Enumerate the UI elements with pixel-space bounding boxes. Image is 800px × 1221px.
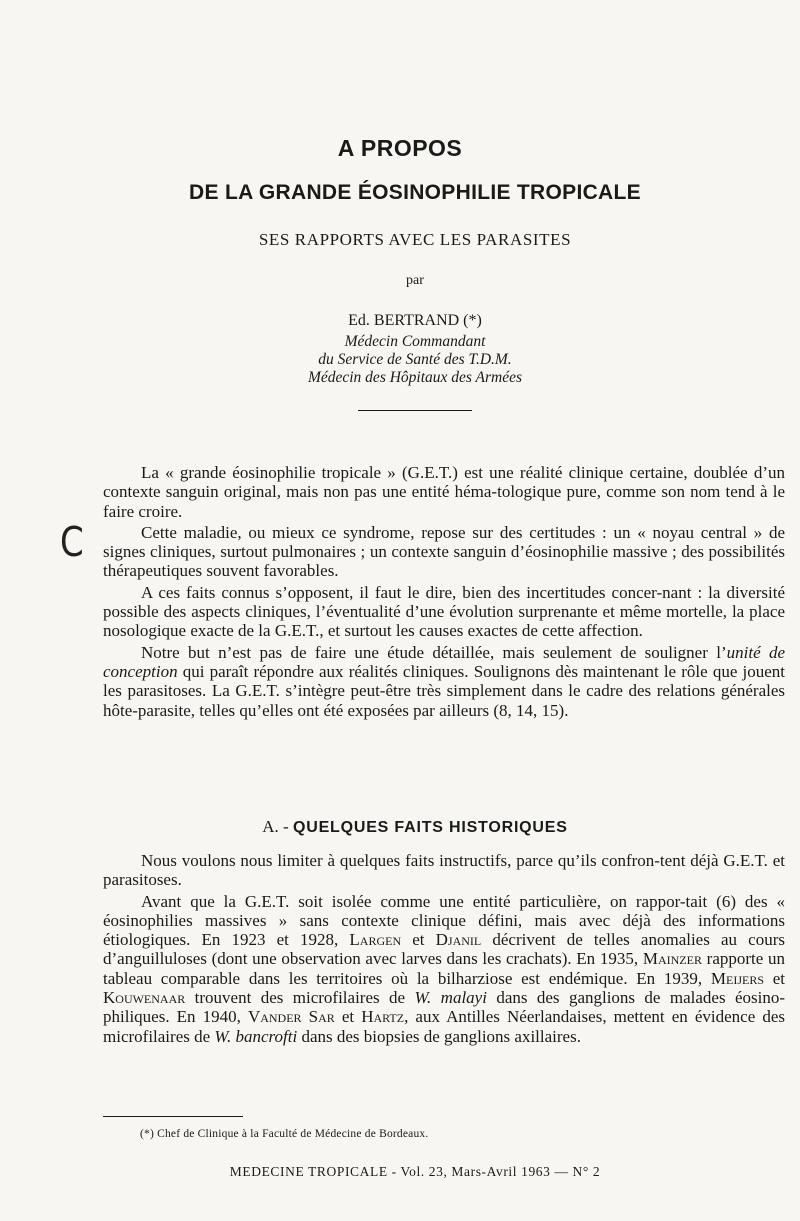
affiliation-3: Médecin des Hôpitaux des Armées	[307, 369, 523, 386]
text-run: Avant que la G.E.T. soit isolée comme une entité particulière, on rappor-tait (6) des « éosinophilies massives » sans contexte clinique défini, mais avec déjà des informations étiologiques. En 1923 et 1928,	[103, 891, 785, 950]
text-run: rapporte un tableau comparable dans les territoires où la bilharziose est endémique. En 1939,	[103, 949, 785, 988]
text-run: dans des biopsies de ganglions axillaires.	[297, 1026, 581, 1046]
title-line-1: A PROPOS	[337, 135, 463, 161]
footnote: (*) Chef de Clinique à la Faculté de Médecine de Bordeaux.	[140, 1128, 429, 1140]
running-footer: MEDECINE TROPICALE - Vol. 23, Mars-Avril 1963 — N° 2	[229, 1164, 601, 1179]
footnote-divider	[103, 1116, 243, 1117]
species-name: W. bancrofti	[214, 1026, 298, 1046]
affiliation-2: du Service de Santé des T.D.M.	[318, 351, 512, 368]
author-name: Vander Sar	[247, 1007, 335, 1027]
subtitle: SES RAPPORTS AVEC LES PARASITES	[258, 230, 572, 249]
paragraph: Cette maladie, ou mieux ce syndrome, repose sur des certitudes : un « noyau central » de signes cliniques, surtout pulmonaires ; un contexte sanguin d’éosinophilie massive ; des possibilités thérapeutiques souvent favorables.	[103, 522, 785, 581]
section-heading	[0, 817, 800, 837]
section-letter: A. -	[262, 817, 289, 836]
text-run: , aux Antilles Néerlandaises, mettent en évidence des microfilaires de	[103, 1007, 785, 1046]
author-name: Mainzer	[642, 949, 702, 969]
author-name: Hartz	[361, 1007, 405, 1027]
author: Ed. BERTRAND (*)	[348, 312, 482, 329]
text-run: dans des ganglions de malades éosino-philiques. En 1940,	[103, 988, 786, 1027]
text-run: trouvent des microfilaires de	[185, 988, 415, 1008]
byline: par	[406, 273, 424, 288]
section-title: QUELQUES FAITS HISTORIQUES	[292, 819, 568, 836]
text-run: Notre but n’est pas de faire une étude détaillée, mais seulement de souligner l’	[141, 642, 727, 662]
text-run: et	[764, 968, 785, 988]
author-name: Kouwenaar	[103, 988, 186, 1008]
paragraph	[103, 643, 785, 720]
title-divider	[358, 410, 472, 411]
margin-annotation: C	[60, 519, 84, 567]
emphasis: unité de conception	[103, 642, 785, 681]
paragraph: Nous voulons nous limiter à quelques faits instructifs, parce qu’ils confron-tent déjà G.E.T. et parasitoses.	[103, 851, 785, 890]
title-line-2: DE LA GRANDE ÉOSINOPHILIE TROPICALE	[189, 181, 641, 204]
paragraph: A ces faits connus s’opposent, il faut le dire, bien des incertitudes concer-nant : la diversité possible des aspects cliniques, l’éventualité d’une évolution surprenante et même mortelle, la place nosologique exacte de la G.E.T., et surtout les causes exactes de cette affection.	[103, 582, 785, 641]
paragraph	[103, 892, 785, 1046]
text-run: qui paraît répondre aux réalités cliniques. Soulignons dès maintenant le rôle que jouent les parasitoses. La G.E.T. s’intègre peut-être très simplement dans le cadre des relations générales hôte-parasite, telles qu’elles ont été exposées par ailleurs (8, 14, 15).	[103, 661, 785, 720]
affiliation-1: Médecin Commandant	[344, 333, 486, 350]
intro-text	[103, 463, 785, 720]
species-name: W. malayi	[414, 988, 487, 1008]
text-run: et	[334, 1007, 362, 1027]
text-run: décrivent de telles anomalies au cours d’anguilluloses (dont une observation avec larves dans les crachats). En 1935,	[103, 930, 785, 969]
author-name: Djanil	[435, 930, 482, 950]
author-name: Meijers	[710, 968, 764, 988]
text-run: et	[401, 930, 436, 950]
author-name: Largen	[349, 930, 402, 950]
paragraph: La « grande éosinophilie tropicale » (G.E.T.) est une réalité clinique certaine, doublée d’un contexte sanguin original, mais non pas une entité héma-tologique pure, comme son nom tend à le faire croire.	[103, 463, 785, 521]
section-a-text	[103, 851, 785, 1046]
